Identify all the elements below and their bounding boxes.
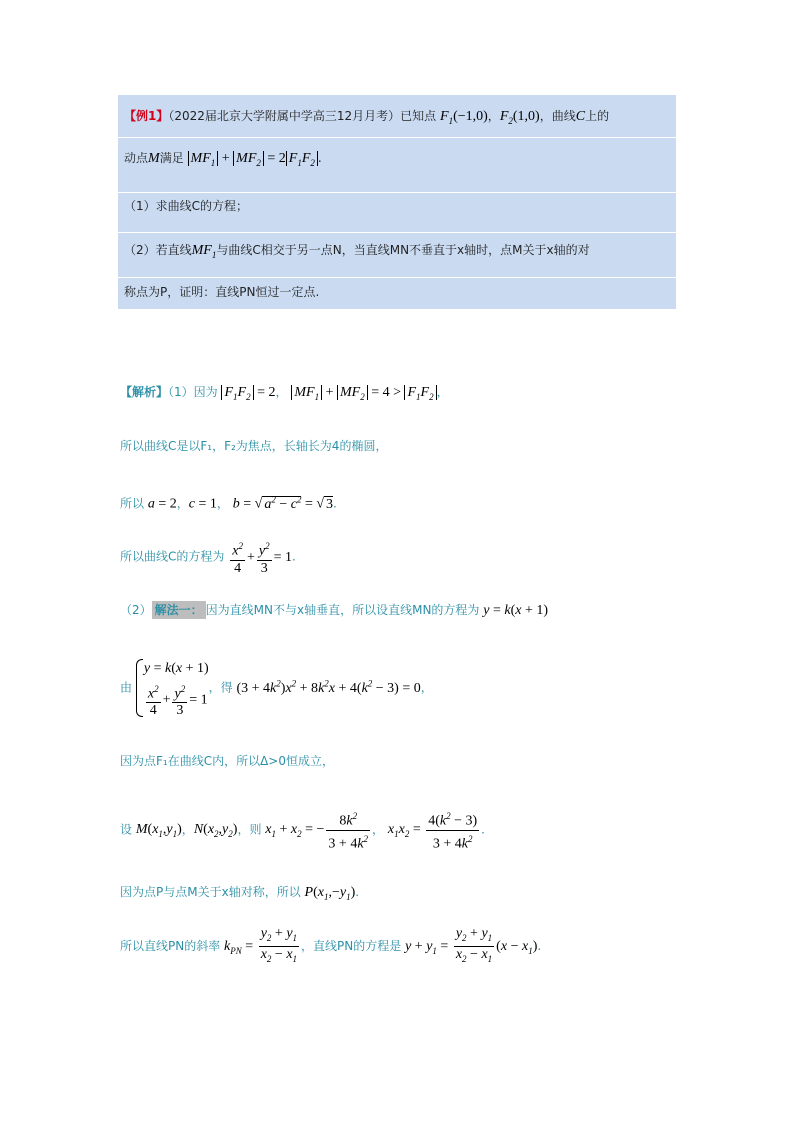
solution-line10-mid: ，直线PN的方程是	[301, 939, 402, 953]
question-1: （1）求曲线C的方程；	[124, 199, 249, 213]
solution-line-6: 由 y = k(x + 1) $\frac{x^2}{4}$ + $\frac{y^2}{3}$ = 1 ，得 $(3 + 4k^2)x^2 + 8k^2x + 4(k^2 - 3) = 0$，	[120, 652, 433, 714]
problem-line1-end: ，曲线	[539, 109, 576, 123]
solution-line8-mid: ，则	[237, 822, 262, 837]
solution-line-2: 所以曲线C是以F₁，F₂为焦点，长轴长为4的椭圆，	[120, 439, 388, 453]
solution-line-9: 因为点P与点M关于x轴对称，所以 $P(x_1,-y_1)$.	[120, 885, 360, 902]
problem-line-1: 【例1】（2022届北京大学附属中学高三12月月考）已知点 $F_1(-1,0)$，$F_2(1,0)$，曲线C上的	[124, 109, 610, 126]
solution-line5-text: 因为直线MN不与x轴垂直，所以设直线MN的方程为	[205, 603, 480, 617]
solution-line3-start: 所以	[120, 496, 145, 511]
question-2-rest: 与曲线C相交于另一点N，当直线MN不垂直于x轴时，点M关于x轴的对	[216, 243, 590, 257]
solution-line-7: 因为点F₁在曲线C内，所以Δ>0恒成立，	[120, 754, 334, 768]
divider	[118, 232, 676, 233]
question-2: （2）若直线$MF_1$与曲线C相交于另一点N，当直线MN不垂直于x轴时，点M关于x轴的对	[124, 243, 590, 260]
solution-line4-start: 所以曲线C的方程为	[120, 549, 225, 564]
solution-line-3: 所以 a = 2，c = 1， b = √ $a^2 - c^2$ = √ 3.	[120, 494, 337, 512]
example-tag: 【例1】	[124, 109, 169, 123]
solution-line8-start: 设	[120, 822, 133, 837]
problem-box	[118, 95, 676, 309]
solution-line9-start: 因为点P与点M关于x轴对称，所以	[120, 885, 301, 899]
equation-system: y = k(x + 1) $\frac{x^2}{4}$ + $\frac{y^2}{3}$ = 1	[136, 657, 209, 720]
problem-line2-start: 动点	[124, 151, 149, 165]
divider	[118, 137, 676, 138]
problem-line1-tail: 上的	[585, 109, 610, 123]
solution-part1-start: （1）因为	[168, 385, 218, 399]
problem-line-2: 动点M满足 $MF_1 + MF_2 = 2$ $F_1F_2$ .	[124, 151, 322, 168]
solution-line10-start: 所以直线PN的斜率	[120, 939, 221, 953]
solution-line-1: 【解析】（1）因为 $F_1F_2 = 2$， $MF_1 + MF_2 = 4 > F_1F_2$ ，	[120, 385, 449, 402]
solution-line-10: 所以直线PN的斜率 $k_{PN}$ = $\frac{y_2 + y_1}{x_2 - x_1}$ ，直线PN的方程是 $y + y_1$ = $\frac{y_2 + y_1}{x_2 - x_1}$ $(x - x_1)$.	[120, 926, 542, 965]
part2-label: （2）	[120, 603, 152, 617]
solution-line-8: 设 $M(x_1,y_1)$，$N(x_2,y_2)$，则 $x_1 + x_2$ = − $\frac{8k^2}{3 + 4k^2}$ ， $x_1x_2$ = $\frac{4(k^2 - 3)}{3 + 4k^2}$ .	[120, 808, 485, 848]
solution-label: 【解析】	[120, 385, 169, 399]
problem-source-text: （2022届北京大学附属中学高三12月月考）已知点	[168, 109, 437, 123]
solution-line-5: （2） 解法一： 因为直线MN不与x轴垂直，所以设直线MN的方程为 y = k(x + 1)	[120, 603, 549, 618]
solution-line6-mid: ，得	[208, 680, 233, 695]
solution-line6-start: 由	[120, 680, 133, 695]
solution-line-4: 所以曲线C的方程为 $\frac{x^2}{4}$ + $\frac{y^2}{3}$ = 1.	[120, 538, 296, 572]
problem-line2-mid: 满足	[159, 151, 184, 165]
method-one-highlight: 解法一：	[152, 601, 206, 619]
question-2-start: （2）若直线	[124, 243, 192, 257]
question-2-continued: 称点为P，证明：直线PN恒过一定点.	[124, 285, 320, 299]
